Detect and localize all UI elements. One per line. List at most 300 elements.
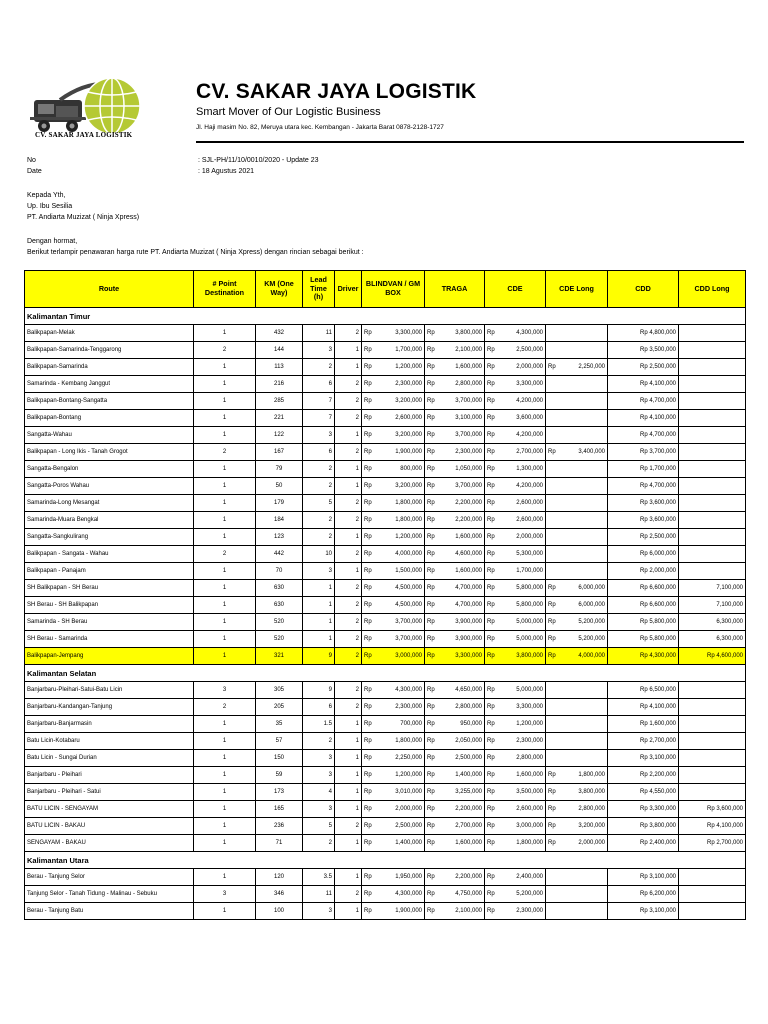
route-cell: Batu Licin-Kotabaru [25,733,194,750]
table-row [25,512,746,529]
cdd-cell: Rp 2,500,000 [608,359,679,376]
km-cell: 236 [256,818,303,835]
blindvan-cell: 1,950,000 [374,869,425,886]
cde-long-cell [558,682,608,699]
cde-long-cell: 2,250,000 [558,359,608,376]
route-cell: Batu Licin - Sungai Durian [25,750,194,767]
traga-cell: 1,050,000 [437,461,485,478]
cdd-cell: Rp 2,500,000 [608,529,679,546]
driver-cell: 2 [335,682,362,699]
traga-cell: 2,800,000 [437,699,485,716]
points-cell: 1 [194,478,256,495]
cdd-cell: Rp 6,600,000 [608,580,679,597]
cde-long-cell: 6,000,000 [558,597,608,614]
blindvan-cell: 2,600,000 [374,410,425,427]
lead-time-cell: 1 [303,614,335,631]
route-cell: Balikpapan - Sangata - Wahau [25,546,194,563]
cdd-long-cell [679,444,746,461]
table-row [25,478,746,495]
cde-long-cell: 2,800,000 [558,801,608,818]
cde-cell: 2,600,000 [497,495,546,512]
cdd-long-cell [679,342,746,359]
lead-time-cell: 6 [303,444,335,461]
header-cdd: CDD [608,271,679,308]
points-cell: 1 [194,410,256,427]
km-cell: 630 [256,597,303,614]
cdd-long-cell [679,546,746,563]
driver-cell: 2 [335,597,362,614]
traga-currency-cell: Rp [425,835,437,852]
cde-cell: 3,600,000 [497,410,546,427]
route-cell: Balikpapan - Long Ikis - Tanah Grogot [25,444,194,461]
cdd-cell: Rp 4,100,000 [608,699,679,716]
km-cell: 205 [256,699,303,716]
cde-cell: 2,000,000 [497,529,546,546]
km-cell: 346 [256,886,303,903]
driver-cell: 2 [335,614,362,631]
route-cell: Samarinda-Muara Bengkal [25,512,194,529]
cde-long-currency-cell [546,325,558,342]
lead-time-cell: 3.5 [303,869,335,886]
cde-long-cell [558,869,608,886]
points-cell: 1 [194,512,256,529]
traga-currency-cell: Rp [425,342,437,359]
cde-long-cell [558,886,608,903]
cde-long-currency-cell: Rp [546,580,558,597]
cde-currency-cell: Rp [485,461,497,478]
km-cell: 221 [256,410,303,427]
header-cde-long: CDE Long [546,271,608,308]
driver-cell: 1 [335,784,362,801]
header-cdd-long: CDD Long [679,271,746,308]
cde-currency-cell: Rp [485,750,497,767]
cdd-long-cell [679,869,746,886]
points-cell: 1 [194,631,256,648]
blindvan-cell: 700,000 [374,716,425,733]
driver-cell: 1 [335,427,362,444]
blindvan-cell: 2,300,000 [374,699,425,716]
table-header-row [25,271,746,308]
cdd-long-cell [679,393,746,410]
blindvan-currency-cell: Rp [362,495,374,512]
route-cell: SH Berau - SH Balikpapan [25,597,194,614]
traga-cell: 2,200,000 [437,512,485,529]
route-cell: Sangatta-Sangkulirang [25,529,194,546]
route-cell: Balikpapan - Panajam [25,563,194,580]
route-cell: Samarinda - Kembang Janggut [25,376,194,393]
cde-currency-cell: Rp [485,359,497,376]
km-cell: 167 [256,444,303,461]
cde-long-cell [558,325,608,342]
table-row [25,461,746,478]
cde-cell: 3,000,000 [497,818,546,835]
blindvan-cell: 1,200,000 [374,359,425,376]
points-cell: 3 [194,886,256,903]
cdd-long-cell [679,512,746,529]
cde-long-currency-cell [546,529,558,546]
cdd-cell: Rp 3,100,000 [608,869,679,886]
blindvan-currency-cell: Rp [362,478,374,495]
traga-currency-cell: Rp [425,869,437,886]
cde-long-cell: 5,200,000 [558,614,608,631]
cdd-cell: Rp 4,800,000 [608,325,679,342]
km-cell: 50 [256,478,303,495]
km-cell: 520 [256,614,303,631]
header-lead-time: Lead Time (h) [303,271,335,308]
traga-currency-cell: Rp [425,648,437,665]
traga-cell: 1,600,000 [437,529,485,546]
points-cell: 2 [194,699,256,716]
cdd-long-cell [679,563,746,580]
cde-long-cell [558,410,608,427]
cdd-cell: Rp 3,800,000 [608,818,679,835]
points-cell: 1 [194,563,256,580]
intro-text: Berikut terlampir penawaran harga rute PT. Andiarta Muzizat ( Ninja Xpress) dengan rincian sebagai berikut : [27,249,364,256]
cdd-long-cell [679,750,746,767]
cde-long-cell [558,733,608,750]
cdd-long-cell [679,886,746,903]
points-cell: 1 [194,835,256,852]
km-cell: 165 [256,801,303,818]
cde-long-currency-cell [546,733,558,750]
traga-cell: 1,400,000 [437,767,485,784]
traga-cell: 4,600,000 [437,546,485,563]
cdd-long-cell [679,903,746,920]
cde-long-cell: 2,000,000 [558,835,608,852]
cde-currency-cell: Rp [485,376,497,393]
cde-long-currency-cell [546,750,558,767]
cdd-cell: Rp 1,600,000 [608,716,679,733]
cdd-cell: Rp 4,700,000 [608,478,679,495]
table-row [25,495,746,512]
traga-currency-cell: Rp [425,767,437,784]
driver-cell: 2 [335,886,362,903]
address: Jl. Haji masim No. 82, Meruya utara kec. Kembangan - Jakarta Barat 0878-2128-1727 [196,124,444,131]
cde-long-currency-cell [546,495,558,512]
lead-time-cell: 1 [303,597,335,614]
blindvan-currency-cell: Rp [362,597,374,614]
table-row [25,631,746,648]
cde-currency-cell: Rp [485,682,497,699]
table-row [25,563,746,580]
table-row [25,393,746,410]
recipient-line-3: PT. Andiarta Muzizat ( Ninja Xpress) [27,214,140,221]
cdd-cell: Rp 3,100,000 [608,903,679,920]
cdd-long-cell [679,359,746,376]
traga-currency-cell: Rp [425,495,437,512]
cde-long-cell: 3,800,000 [558,784,608,801]
cde-cell: 3,300,000 [497,699,546,716]
route-cell: Banjarbaru-Banjarmasin [25,716,194,733]
driver-cell: 1 [335,529,362,546]
cde-cell: 1,200,000 [497,716,546,733]
traga-currency-cell: Rp [425,563,437,580]
lead-time-cell: 6 [303,699,335,716]
greeting: Dengan hormat, [27,238,78,245]
blindvan-currency-cell: Rp [362,733,374,750]
table-row [25,648,746,665]
points-cell: 1 [194,784,256,801]
traga-currency-cell: Rp [425,376,437,393]
traga-cell: 4,750,000 [437,886,485,903]
km-cell: 150 [256,750,303,767]
cde-long-cell [558,427,608,444]
traga-currency-cell: Rp [425,886,437,903]
cde-currency-cell: Rp [485,835,497,852]
cdd-long-cell [679,410,746,427]
blindvan-currency-cell: Rp [362,546,374,563]
traga-cell: 4,700,000 [437,597,485,614]
driver-cell: 2 [335,818,362,835]
blindvan-currency-cell: Rp [362,427,374,444]
traga-cell: 2,200,000 [437,801,485,818]
cde-long-currency-cell: Rp [546,359,558,376]
points-cell: 3 [194,682,256,699]
driver-cell: 1 [335,563,362,580]
cde-long-currency-cell [546,342,558,359]
cde-long-currency-cell [546,512,558,529]
lead-time-cell: 2 [303,835,335,852]
table-row [25,886,746,903]
cdd-long-cell [679,529,746,546]
tagline: Smart Mover of Our Logistic Business [196,106,381,118]
section-title: Kalimantan Timur [25,308,746,325]
cde-long-currency-cell [546,903,558,920]
cde-cell: 3,300,000 [497,376,546,393]
cde-currency-cell: Rp [485,393,497,410]
route-cell: SENGAYAM - BAKAU [25,835,194,852]
traga-cell: 1,600,000 [437,359,485,376]
lead-time-cell: 2 [303,529,335,546]
cdd-long-cell: 7,100,000 [679,597,746,614]
driver-cell: 1 [335,835,362,852]
route-cell: Banjarbaru-Kandangan-Tanjung [25,699,194,716]
points-cell: 1 [194,580,256,597]
cdd-long-cell: Rp 4,100,000 [679,818,746,835]
cdd-long-cell [679,682,746,699]
cde-currency-cell: Rp [485,563,497,580]
blindvan-currency-cell: Rp [362,376,374,393]
points-cell: 1 [194,869,256,886]
traga-currency-cell: Rp [425,461,437,478]
table-row [25,767,746,784]
cde-long-currency-cell: Rp [546,444,558,461]
points-cell: 1 [194,903,256,920]
cde-currency-cell: Rp [485,886,497,903]
km-cell: 120 [256,869,303,886]
cde-currency-cell: Rp [485,478,497,495]
driver-cell: 2 [335,410,362,427]
cdd-long-cell [679,716,746,733]
table-row [25,784,746,801]
traga-currency-cell: Rp [425,631,437,648]
blindvan-currency-cell: Rp [362,342,374,359]
traga-currency-cell: Rp [425,801,437,818]
blindvan-currency-cell: Rp [362,699,374,716]
cde-long-cell [558,512,608,529]
points-cell: 1 [194,359,256,376]
cdd-cell: Rp 3,600,000 [608,512,679,529]
points-cell: 1 [194,597,256,614]
cde-long-cell: 3,400,000 [558,444,608,461]
route-cell: Tanjung Selor - Tanah Tidung - Malinau - Sebuku [25,886,194,903]
cde-long-cell [558,342,608,359]
cdd-long-cell [679,495,746,512]
rate-table [24,270,746,920]
points-cell: 1 [194,733,256,750]
cde-currency-cell: Rp [485,631,497,648]
blindvan-cell: 1,400,000 [374,835,425,852]
traga-currency-cell: Rp [425,444,437,461]
cde-long-currency-cell [546,376,558,393]
cde-currency-cell: Rp [485,580,497,597]
cde-cell: 2,600,000 [497,512,546,529]
header-traga: TRAGA [425,271,485,308]
blindvan-currency-cell: Rp [362,869,374,886]
cdd-long-cell: 6,300,000 [679,614,746,631]
cde-long-currency-cell [546,563,558,580]
driver-cell: 1 [335,342,362,359]
cde-long-currency-cell: Rp [546,631,558,648]
blindvan-currency-cell: Rp [362,648,374,665]
cdd-long-cell [679,427,746,444]
points-cell: 2 [194,342,256,359]
table-row [25,733,746,750]
blindvan-cell: 1,800,000 [374,733,425,750]
traga-cell: 3,255,000 [437,784,485,801]
cdd-long-cell [679,325,746,342]
lead-time-cell: 3 [303,801,335,818]
cde-long-cell [558,478,608,495]
points-cell: 2 [194,444,256,461]
points-cell: 1 [194,376,256,393]
blindvan-currency-cell: Rp [362,614,374,631]
traga-currency-cell: Rp [425,903,437,920]
cde-cell: 2,700,000 [497,444,546,461]
cde-currency-cell: Rp [485,529,497,546]
blindvan-currency-cell: Rp [362,631,374,648]
cde-currency-cell: Rp [485,716,497,733]
km-cell: 113 [256,359,303,376]
lead-time-cell: 3 [303,767,335,784]
date-value: : 18 Agustus 2021 [198,168,255,175]
cdd-long-cell: Rp 4,600,000 [679,648,746,665]
date-label: Date [27,168,42,175]
blindvan-cell: 1,200,000 [374,767,425,784]
blindvan-cell: 1,500,000 [374,563,425,580]
cde-long-currency-cell [546,461,558,478]
cdd-long-cell [679,461,746,478]
table-row [25,427,746,444]
km-cell: 184 [256,512,303,529]
cde-cell: 5,000,000 [497,614,546,631]
cdd-cell: Rp 3,100,000 [608,750,679,767]
blindvan-cell: 3,300,000 [374,325,425,342]
lead-time-cell: 4 [303,784,335,801]
points-cell: 1 [194,529,256,546]
cde-currency-cell: Rp [485,410,497,427]
driver-cell: 1 [335,801,362,818]
cde-cell: 1,300,000 [497,461,546,478]
blindvan-cell: 3,700,000 [374,614,425,631]
traga-currency-cell: Rp [425,818,437,835]
driver-cell: 2 [335,444,362,461]
header-cde: CDE [485,271,546,308]
company-name: CV. SAKAR JAYA LOGISTIK [196,80,477,103]
cde-cell: 4,200,000 [497,478,546,495]
logo-caption: CV. SAKAR JAYA LOGISTIK [35,131,133,139]
traga-currency-cell: Rp [425,325,437,342]
route-cell: Balikpapan-Melak [25,325,194,342]
route-cell: Samarinda - SH Berau [25,614,194,631]
route-cell: Balikpapan-Samarinda [25,359,194,376]
cdd-cell: Rp 4,100,000 [608,376,679,393]
route-cell: Berau - Tanjung Batu [25,903,194,920]
route-cell: Balikpapan-Samarinda-Tenggarong [25,342,194,359]
km-cell: 123 [256,529,303,546]
cdd-long-cell [679,733,746,750]
route-cell: SH Balikpapan - SH Berau [25,580,194,597]
blindvan-currency-cell: Rp [362,716,374,733]
lead-time-cell: 7 [303,410,335,427]
section-title: Kalimantan Selatan [25,665,746,682]
traga-cell: 3,700,000 [437,393,485,410]
cde-long-currency-cell [546,716,558,733]
km-cell: 432 [256,325,303,342]
traga-currency-cell: Rp [425,597,437,614]
blindvan-currency-cell: Rp [362,682,374,699]
cde-long-cell [558,376,608,393]
table-row [25,801,746,818]
lead-time-cell: 2 [303,512,335,529]
cde-cell: 3,800,000 [497,648,546,665]
cdd-cell: Rp 3,700,000 [608,444,679,461]
lead-time-cell: 3 [303,342,335,359]
cde-long-cell [558,461,608,478]
cde-long-currency-cell: Rp [546,614,558,631]
traga-cell: 2,050,000 [437,733,485,750]
blindvan-currency-cell: Rp [362,444,374,461]
cde-long-currency-cell [546,393,558,410]
table-row [25,410,746,427]
cde-long-currency-cell [546,682,558,699]
blindvan-currency-cell: Rp [362,359,374,376]
traga-cell: 2,100,000 [437,342,485,359]
cdd-cell: Rp 2,000,000 [608,563,679,580]
traga-cell: 4,700,000 [437,580,485,597]
cde-long-currency-cell: Rp [546,835,558,852]
traga-currency-cell: Rp [425,512,437,529]
cdd-cell: Rp 5,800,000 [608,614,679,631]
blindvan-currency-cell: Rp [362,903,374,920]
points-cell: 1 [194,648,256,665]
driver-cell: 1 [335,461,362,478]
cde-long-cell: 4,000,000 [558,648,608,665]
cde-currency-cell: Rp [485,546,497,563]
blindvan-cell: 2,300,000 [374,376,425,393]
cdd-cell: Rp 6,000,000 [608,546,679,563]
traga-cell: 2,300,000 [437,444,485,461]
blindvan-cell: 2,000,000 [374,801,425,818]
driver-cell: 2 [335,546,362,563]
section-header-row [25,665,746,682]
table-row [25,546,746,563]
cde-cell: 2,600,000 [497,801,546,818]
blindvan-cell: 3,200,000 [374,478,425,495]
cde-currency-cell: Rp [485,784,497,801]
lead-time-cell: 6 [303,376,335,393]
traga-cell: 950,000 [437,716,485,733]
